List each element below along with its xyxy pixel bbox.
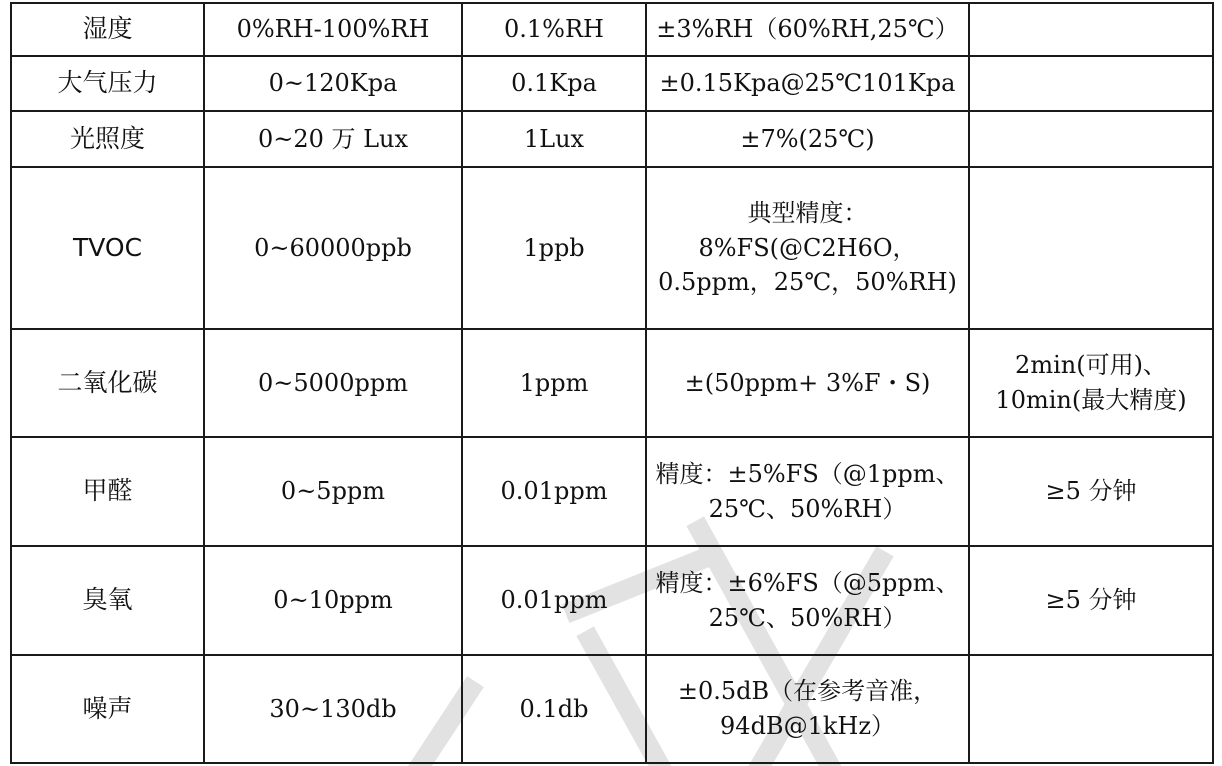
response-time-cell: ≥5 分钟 — [969, 546, 1213, 655]
resolution-cell: 0.01ppm — [462, 546, 646, 655]
table-row — [11, 546, 1213, 655]
table-row — [11, 111, 1213, 167]
resolution-cell: 1ppb — [462, 167, 646, 329]
resolution-cell: 0.01ppm — [462, 437, 646, 546]
accuracy-cell: 精度：±6%FS（@5ppm、 25℃、50%RH） — [646, 546, 969, 655]
range-cell: 0~5ppm — [204, 437, 462, 546]
sensor-spec-table — [10, 2, 1214, 764]
response-time-cell — [969, 3, 1213, 56]
table-row — [11, 167, 1213, 329]
response-time-cell: ≥5 分钟 — [969, 437, 1213, 546]
range-cell: 30~130db — [204, 655, 462, 763]
table-row — [11, 3, 1213, 56]
range-cell: 0%RH-100%RH — [204, 3, 462, 56]
table-row — [11, 329, 1213, 437]
accuracy-cell: 典型精度： 8%FS(@C2H6O， 0.5ppm，25℃，50%RH) — [646, 167, 969, 329]
table-row — [11, 655, 1213, 763]
accuracy-cell: ±7%(25℃) — [646, 111, 969, 167]
range-cell: 0~10ppm — [204, 546, 462, 655]
sensor-name-cell: 噪声 — [11, 655, 204, 763]
resolution-cell: 1Lux — [462, 111, 646, 167]
resolution-cell: 0.1db — [462, 655, 646, 763]
accuracy-cell: ±0.5dB（在参考音准， 94dB@1kHz） — [646, 655, 969, 763]
sensor-name-cell: 二氧化碳 — [11, 329, 204, 437]
accuracy-cell: 精度：±5%FS（@1ppm、 25℃、50%RH） — [646, 437, 969, 546]
sensor-name-cell: 甲醛 — [11, 437, 204, 546]
response-time-cell — [969, 167, 1213, 329]
sensor-name-cell: 臭氧 — [11, 546, 204, 655]
table-row — [11, 56, 1213, 111]
accuracy-cell: ±0.15Kpa@25℃101Kpa — [646, 56, 969, 111]
response-time-cell — [969, 655, 1213, 763]
resolution-cell: 0.1Kpa — [462, 56, 646, 111]
range-cell: 0~120Kpa — [204, 56, 462, 111]
resolution-cell: 1ppm — [462, 329, 646, 437]
accuracy-cell: ±3%RH（60%RH,25℃） — [646, 3, 969, 56]
resolution-cell: 0.1%RH — [462, 3, 646, 56]
sensor-name-cell: 光照度 — [11, 111, 204, 167]
sensor-name-cell: 大气压力 — [11, 56, 204, 111]
response-time-cell — [969, 56, 1213, 111]
sensor-name-cell: TVOC — [11, 167, 204, 329]
sensor-name-cell: 湿度 — [11, 3, 204, 56]
range-cell: 0~60000ppb — [204, 167, 462, 329]
range-cell: 0~5000ppm — [204, 329, 462, 437]
response-time-cell — [969, 111, 1213, 167]
accuracy-cell: ±(50ppm+ 3%F・S) — [646, 329, 969, 437]
table-row — [11, 437, 1213, 546]
response-time-cell: 2min(可用)、 10min(最大精度) — [969, 329, 1213, 437]
range-cell: 0~20 万 Lux — [204, 111, 462, 167]
